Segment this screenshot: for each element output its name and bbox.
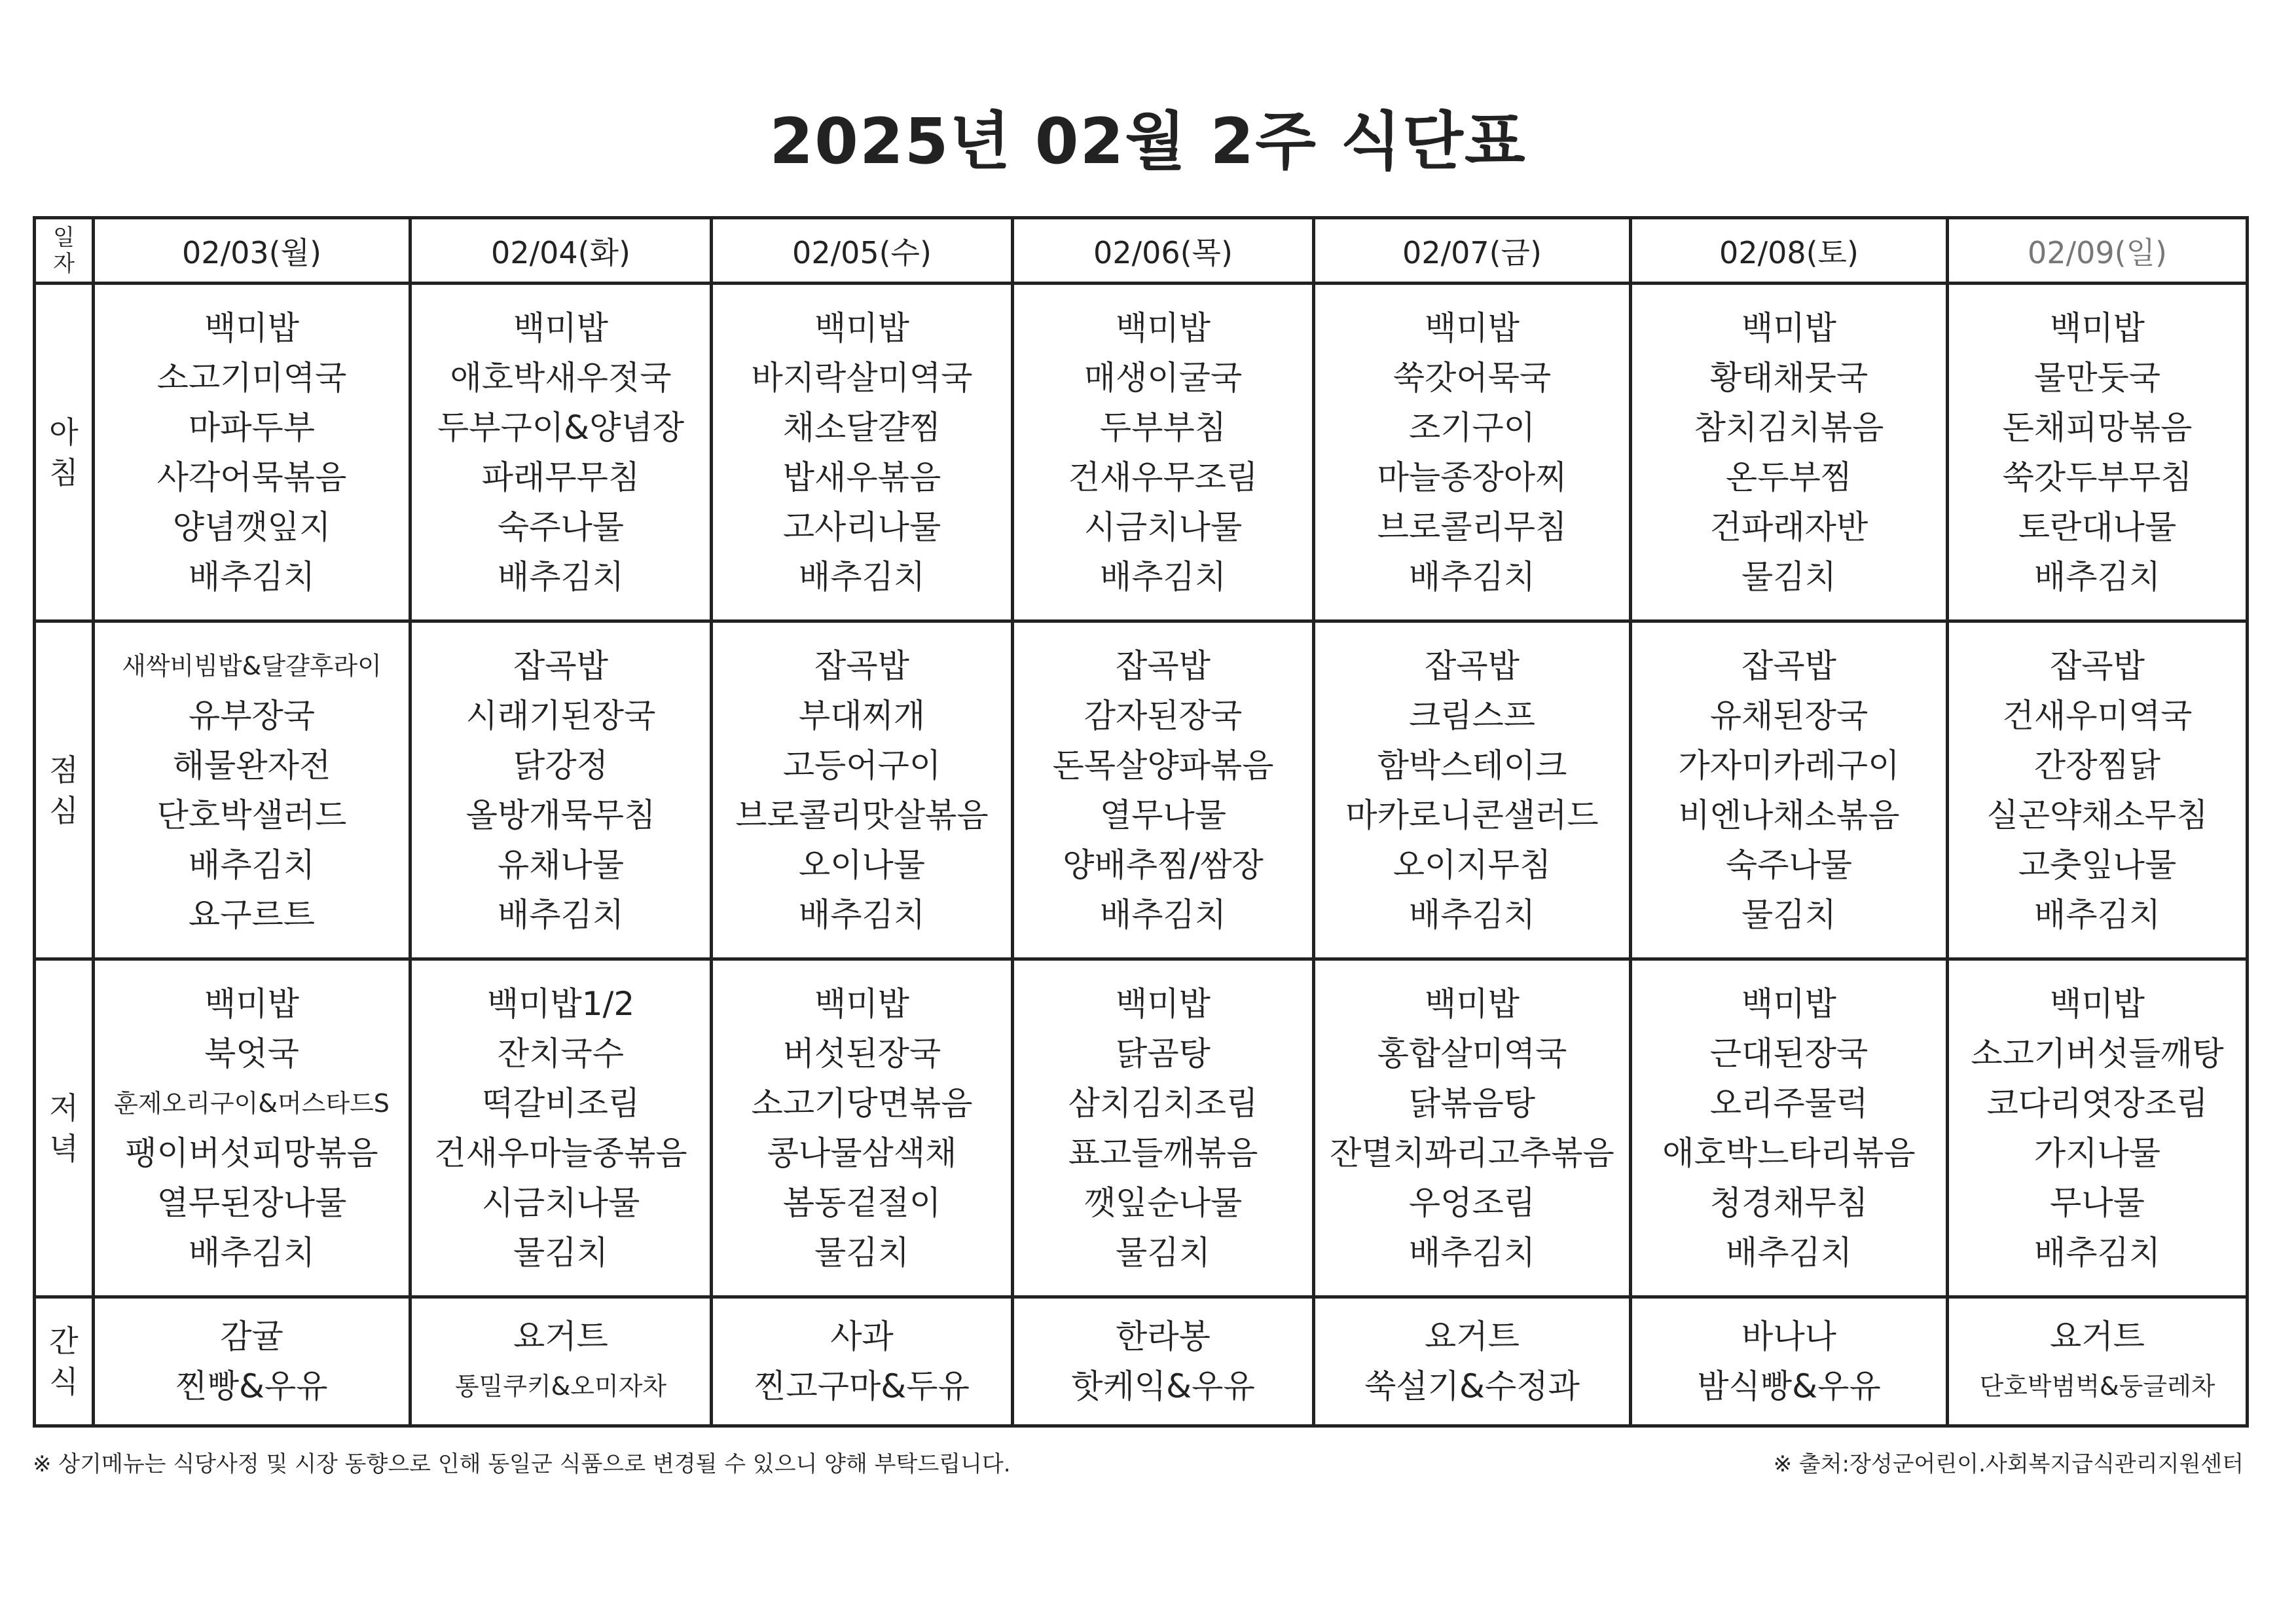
menu-item: 물만둣국 [2033,358,2161,397]
date-header-mon: 02/03(월) [94,218,410,284]
breakfast-cell [1013,284,1314,621]
menu-item: 백미밥 [814,308,909,347]
menu-item: 요거트 [2050,1318,2145,1356]
breakfast-cell [1314,284,1631,621]
menu-item: 닭볶음탕 [1408,1084,1536,1122]
dinner-cell [1948,959,2248,1297]
menu-item: 사과 [830,1318,894,1356]
menu-item: 잡곡밥 [513,646,608,685]
menu-item: 참치김치볶음 [1694,408,1884,447]
date-header-wed: 02/05(수) [712,218,1013,284]
snack-cell [712,1297,1013,1426]
menu-item: 백미밥 [2050,984,2145,1023]
menu-item: 시금치나물 [481,1183,640,1222]
menu-item: 훈제오리구이&머스타드S [114,1088,390,1118]
menu-item: 비엔나채소볶음 [1678,796,1900,834]
corner-label-bottom: 자 [53,250,75,277]
menu-item: 새싹비빔밥&달걀후라이 [122,651,382,680]
menu-item: 올방개묵무침 [465,796,656,834]
dinner-cell [712,959,1013,1297]
menu-item: 요거트 [1425,1318,1520,1356]
menu-item: 백미밥1/2 [486,984,635,1023]
breakfast-row [35,284,2248,621]
menu-item: 배추김치 [497,557,625,596]
menu-item: 잡곡밥 [2050,646,2145,685]
menu-item: 애호박새우젓국 [450,358,672,397]
snack-row [35,1297,2248,1426]
menu-item: 부대찌개 [798,696,926,735]
menu-item: 건새우미역국 [2002,696,2193,735]
menu-item: 배추김치 [1099,557,1227,596]
menu-item: 쑥갓두부무침 [2002,458,2193,496]
menu-item: 잡곡밥 [1741,646,1836,685]
menu-item: 백미밥 [1425,984,1520,1023]
menu-item: 백미밥 [2050,308,2145,347]
menu-item: 건파래자반 [1709,507,1868,546]
menu-item: 밤식빵&우유 [1697,1367,1881,1405]
menu-item: 근대된장국 [1709,1034,1868,1073]
dinner-row [35,959,2248,1297]
menu-item: 실곤약채소무침 [1986,796,2208,834]
dinner-cell [410,959,712,1297]
menu-item: 조기구이 [1408,408,1536,447]
menu-item: 백미밥 [1741,984,1836,1023]
menu-item: 바지락살미역국 [751,358,973,397]
menu-item: 숙주나물 [497,507,625,546]
menu-item: 버섯된장국 [782,1034,941,1073]
menu-item: 백미밥 [204,308,299,347]
menu-item: 요거트 [513,1318,608,1356]
snack-cell [410,1297,712,1426]
menu-item: 채소달걀찜 [782,408,941,447]
lunch-cell [94,621,410,959]
menu-item: 고춧잎나물 [2018,845,2177,884]
menu-item: 마파두부 [188,408,316,447]
lunch-cell [410,621,712,959]
snack-label-top: 간 [49,1323,79,1359]
dinner-label-top: 저 [49,1090,79,1126]
menu-item: 백미밥 [1741,308,1836,347]
menu-item: 잔멸치꽈리고추볶음 [1330,1134,1614,1172]
menu-item: 밥새우볶음 [782,458,941,496]
snack-cell [1948,1297,2248,1426]
menu-item: 닭강정 [513,746,608,784]
dinner-cell [1631,959,1948,1297]
menu-item: 찐고구마&두유 [754,1367,970,1405]
menu-item: 감귤 [220,1318,283,1356]
menu-item: 핫케익&우유 [1071,1367,1255,1405]
menu-item: 청경채무침 [1709,1183,1868,1222]
menu-item: 토란대나물 [2018,507,2177,546]
menu-item: 온두부찜 [1725,458,1853,496]
date-header-row [35,218,2248,284]
date-header-fri: 02/07(금) [1314,218,1631,284]
menu-item: 해물완자전 [172,746,331,784]
menu-item: 함박스테이크 [1377,746,1567,784]
menu-item: 사각어묵볶음 [156,458,347,496]
date-corner-label [35,218,94,284]
menu-item: 시금치나물 [1084,507,1243,546]
breakfast-cell [712,284,1013,621]
menu-item: 매생이굴국 [1084,358,1243,397]
menu-item: 단호박범벅&둥글레차 [1979,1372,2215,1401]
menu-item: 황태채뭇국 [1709,358,1868,397]
lunch-cell [1314,621,1631,959]
snack-cell [1013,1297,1314,1426]
menu-item: 물김치 [1741,895,1836,934]
menu-item: 고등어구이 [782,746,941,784]
lunch-cell [1631,621,1948,959]
menu-item: 백미밥 [1116,308,1211,347]
menu-item: 백미밥 [814,984,909,1023]
lunch-cell [712,621,1013,959]
snack-cell [1631,1297,1948,1426]
date-header-sat: 02/08(토) [1631,218,1948,284]
menu-item: 삼치김치조림 [1068,1084,1258,1122]
lunch-label [35,621,94,959]
menu-item: 한라봉 [1116,1318,1211,1356]
menu-item: 배추김치 [1408,557,1536,596]
menu-item: 백미밥 [204,984,299,1023]
menu-item: 숙주나물 [1725,845,1853,884]
menu-item: 유채된장국 [1709,696,1868,735]
menu-item: 배추김치 [1099,895,1227,934]
menu-item: 물김치 [1741,557,1836,596]
menu-item: 백미밥 [513,308,608,347]
meal-table [33,216,2249,1428]
menu-item: 코다리엿장조림 [1986,1084,2208,1122]
breakfast-label-top: 아 [49,414,79,450]
menu-item: 배추김치 [1408,895,1536,934]
lunch-label-bottom: 심 [49,792,79,828]
page-title: 2025년 02월 2주 식단표 [769,105,1527,178]
menu-item: 고사리나물 [782,507,941,546]
menu-item: 유부장국 [188,696,316,735]
menu-item: 마카로니콘샐러드 [1345,796,1599,834]
menu-item: 배추김치 [798,895,926,934]
menu-item: 가자미카레구이 [1678,746,1900,784]
date-header-thu: 02/06(목) [1013,218,1314,284]
menu-item: 배추김치 [497,895,625,934]
menu-item: 북엇국 [204,1034,299,1073]
menu-item: 가지나물 [2033,1134,2161,1172]
breakfast-cell [410,284,712,621]
menu-item: 떡갈비조림 [481,1084,640,1122]
menu-item: 단호박샐러드 [156,796,347,834]
dinner-cell [1314,959,1631,1297]
menu-item: 잡곡밥 [1425,646,1520,685]
menu-item: 우엉조림 [1408,1183,1536,1222]
menu-item: 소고기버섯들깨탕 [1971,1034,2224,1073]
menu-item: 오이지무침 [1393,845,1552,884]
menu-item: 백미밥 [1116,984,1211,1023]
snack-cell [94,1297,410,1426]
menu-item: 바나나 [1741,1318,1836,1356]
breakfast-cell [1631,284,1948,621]
snack-cell [1314,1297,1631,1426]
menu-item: 열무된장나물 [156,1183,347,1222]
menu-item: 감자된장국 [1084,696,1243,735]
menu-item: 파래무무침 [481,458,640,496]
menu-item: 브로콜리맛살볶음 [735,796,989,834]
menu-item: 두부부침 [1099,408,1227,447]
menu-item: 잡곡밥 [1116,646,1211,685]
menu-item: 배추김치 [2033,1233,2161,1272]
menu-item: 애호박느타리볶음 [1662,1134,1916,1172]
menu-item: 잡곡밥 [814,646,909,685]
menu-item: 소고기미역국 [156,358,347,397]
menu-item: 물김치 [814,1233,909,1272]
menu-item: 배추김치 [2033,557,2161,596]
menu-item: 물김치 [1116,1233,1211,1272]
menu-item: 배추김치 [188,1233,316,1272]
dinner-label-bottom: 녁 [49,1130,79,1166]
snack-label-bottom: 식 [49,1364,79,1399]
menu-item: 표고들깨볶음 [1068,1134,1258,1172]
menu-item: 무나물 [2050,1183,2145,1222]
menu-item: 잔치국수 [497,1034,625,1073]
menu-item: 홍합살미역국 [1377,1034,1567,1073]
menu-item: 쑥설기&수정과 [1364,1367,1580,1405]
menu-item: 돈목살양파볶음 [1052,746,1274,784]
corner-label-top: 일 [53,224,75,251]
menu-item: 찐빵&우유 [175,1367,328,1405]
menu-item: 건새우마늘종볶음 [434,1134,687,1172]
menu-item: 양념깻잎지 [172,507,331,546]
snack-label [35,1297,94,1426]
menu-item: 콩나물삼색채 [767,1134,957,1172]
menu-item: 건새우무조림 [1068,458,1258,496]
menu-item: 배추김치 [188,845,316,884]
menu-item: 백미밥 [1425,308,1520,347]
menu-item: 두부구이&양념장 [437,408,685,447]
menu-item: 브로콜리무침 [1377,507,1567,546]
menu-item: 닭곰탕 [1116,1034,1211,1073]
footnote-menu-change: ※ 상기메뉴는 식당사정 및 시장 동향으로 인해 동일군 식품으로 변경될 수 있으니 양해 부탁드립니다. [33,1451,1011,1477]
menu-item: 깻잎순나물 [1084,1183,1243,1222]
menu-item: 봄동겉절이 [782,1183,941,1222]
menu-item: 돈채피망볶음 [2002,408,2193,447]
menu-item: 유채나물 [497,845,625,884]
menu-item: 통밀쿠키&오미자차 [454,1372,667,1401]
lunch-cell [1013,621,1314,959]
date-header-tue: 02/04(화) [410,218,712,284]
menu-item: 마늘종장아찌 [1377,458,1567,496]
date-header-sun: 02/09(일) [1948,218,2248,284]
lunch-label-top: 점 [49,752,79,788]
dinner-cell [94,959,410,1297]
menu-item: 배추김치 [1725,1233,1853,1272]
footnote-source: ※ 출처:장성군어린이.사회복지급식관리지원센터 [1773,1451,2244,1477]
dinner-cell [1013,959,1314,1297]
menu-item: 오이나물 [798,845,926,884]
menu-item: 양배추찜/쌈장 [1063,845,1264,884]
menu-item: 크림스프 [1408,696,1536,735]
menu-item: 오리주물럭 [1709,1084,1868,1122]
lunch-cell [1948,621,2248,959]
breakfast-label-bottom: 침 [49,454,79,490]
menu-item: 배추김치 [798,557,926,596]
menu-item: 배추김치 [188,557,316,596]
dinner-label [35,959,94,1297]
menu-item: 간장찜닭 [2033,746,2161,784]
menu-item: 시래기된장국 [465,696,656,735]
menu-item: 요구르트 [188,895,316,934]
menu-item: 쑥갓어묵국 [1393,358,1552,397]
breakfast-cell [94,284,410,621]
menu-item: 배추김치 [2033,895,2161,934]
menu-item: 열무나물 [1099,796,1227,834]
lunch-row [35,621,2248,959]
breakfast-label [35,284,94,621]
menu-item: 물김치 [513,1233,608,1272]
menu-item: 배추김치 [1408,1233,1536,1272]
menu-item: 소고기당면볶음 [751,1084,973,1122]
breakfast-cell [1948,284,2248,621]
menu-item: 팽이버섯피망볶음 [125,1134,378,1172]
